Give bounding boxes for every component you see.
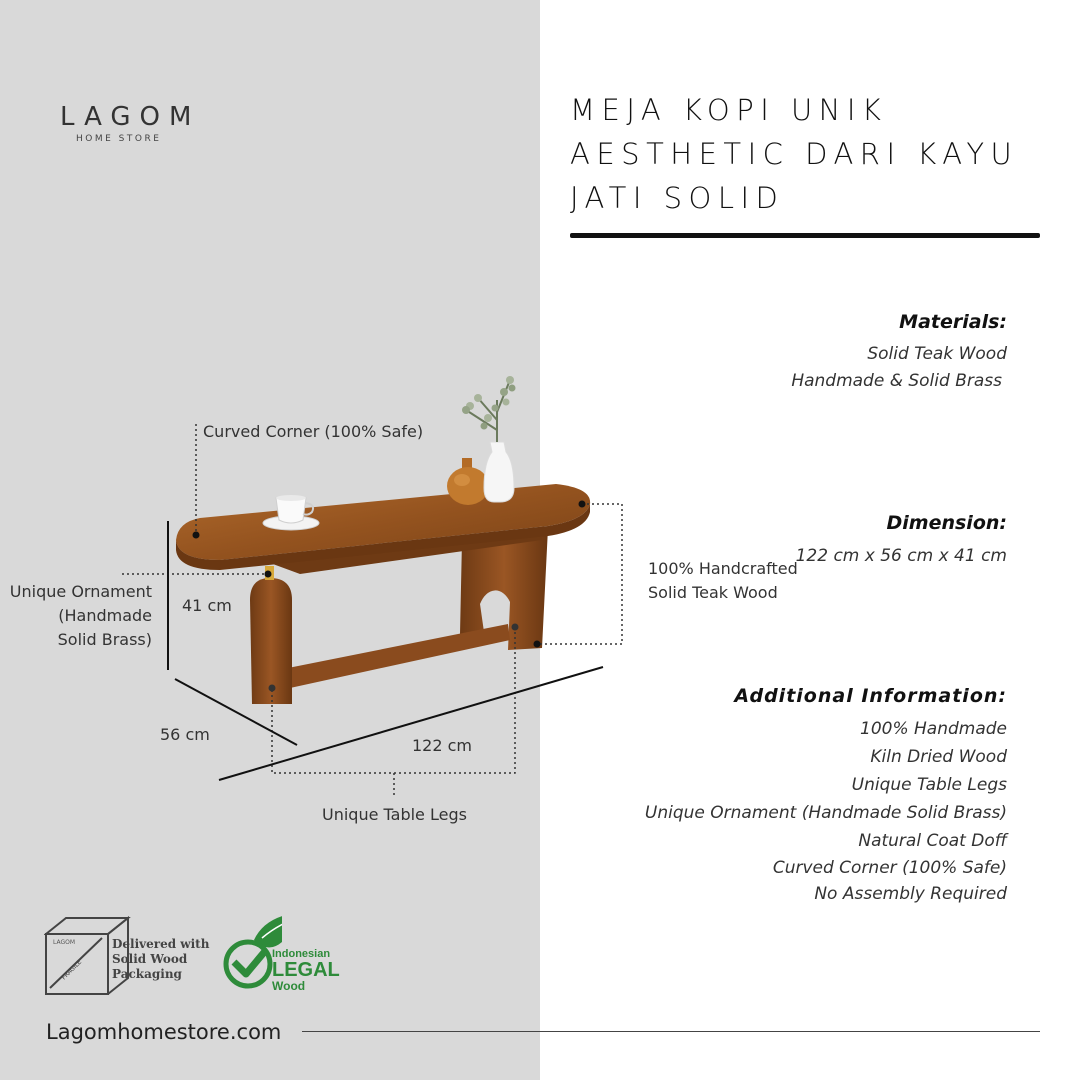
- title-line-1: MEJA KOPI UNIK: [570, 93, 888, 127]
- additional-item: Curved Corner (100% Safe): [772, 858, 1007, 878]
- brand-logo: LAGOM: [60, 102, 201, 132]
- footer-divider: [302, 1031, 1040, 1032]
- callout-dot: [512, 624, 519, 631]
- label-ornament: Unique Ornament (Handmade Solid Brass): [9, 582, 152, 649]
- stretcher: [288, 624, 510, 688]
- label-depth: 56 cm: [160, 725, 210, 744]
- materials-item: Solid Teak Wood: [867, 344, 1007, 364]
- label-handcrafted: 100% Handcrafted Solid Teak Wood: [648, 559, 798, 602]
- callout-dot: [534, 641, 541, 648]
- wooden-vase: [447, 458, 489, 505]
- label-length: 122 cm: [412, 736, 473, 755]
- additional-item: Natural Coat Doff: [858, 831, 1007, 851]
- label-height: 41 cm: [182, 596, 232, 615]
- materials-item: Handmade & Solid Brass: [791, 371, 1002, 391]
- dimension-value: 122 cm x 56 cm x 41 cm: [795, 546, 1007, 566]
- label-curved-corner: Curved Corner (100% Safe): [203, 422, 424, 441]
- additional-item: 100% Handmade: [860, 719, 1007, 739]
- title-line-2: AESTHETIC DARI KAYU: [570, 137, 1019, 171]
- callout-dot: [265, 571, 272, 578]
- title-line-3: JATI SOLID: [570, 181, 785, 215]
- materials-heading: Materials:: [899, 311, 1007, 333]
- brand-tagline: HOME STORE: [76, 134, 162, 144]
- additional-item: Kiln Dried Wood: [870, 747, 1007, 767]
- additional-heading: Additional Information:: [734, 685, 1007, 707]
- callout-dot: [269, 685, 276, 692]
- additional-item: Unique Ornament (Handmade Solid Brass): [644, 803, 1007, 823]
- website-link[interactable]: Lagomhomestore.com: [46, 1020, 282, 1044]
- dimension-heading: Dimension:: [886, 512, 1007, 534]
- callout-dot: [193, 532, 200, 539]
- additional-item: No Assembly Required: [814, 884, 1007, 904]
- legal-wood-text: Indonesian LEGAL Wood: [272, 948, 340, 993]
- svg-text:FRAGILE: FRAGILE: [60, 958, 84, 982]
- label-legs: Unique Table Legs: [322, 805, 467, 824]
- svg-text:LAGOM: LAGOM: [53, 939, 76, 946]
- additional-item: Unique Table Legs: [851, 775, 1007, 795]
- delivery-text: Delivered with Solid Wood Packaging: [112, 937, 210, 981]
- callout-dot: [579, 501, 586, 508]
